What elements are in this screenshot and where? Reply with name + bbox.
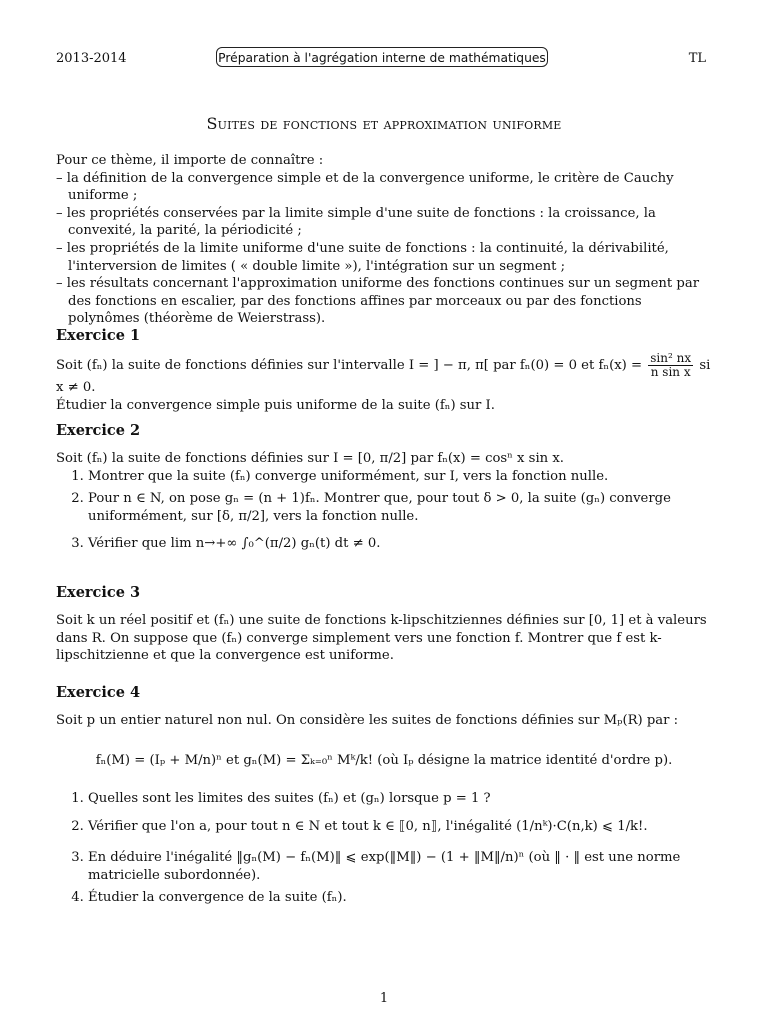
exercise-1-text-b: si x ≠ 0.: [56, 358, 711, 395]
exercise-1-line: [56, 352, 714, 397]
exercise-4-formula: fₙ(M) = (Iₚ + M/n)ⁿ et gₙ(M) = Σₖ₌₀ⁿ Mᵏ/k! (où Iₚ désigne la matrice identité d'ordre p).: [95, 753, 673, 768]
exercise-2-item: 3. Vérifier que lim n→+∞ ∫₀^(π/2) gₙ(t) dt ≠ 0.: [88, 535, 714, 553]
exercise-4-title: Exercice 4: [56, 684, 141, 701]
intro-section: [56, 152, 714, 328]
exercise-2-list: [56, 468, 714, 553]
exercise-1-fraction: [648, 352, 693, 379]
intro-item: – la définition de la convergence simple et de la convergence uniforme, le critère de Cauchy uniforme ;: [56, 170, 674, 204]
page-number: 1: [379, 991, 389, 1006]
fraction-denominator: n sin x: [650, 365, 691, 379]
exercise-2-title: Exercice 2: [56, 422, 141, 439]
exercise-4-body: [56, 790, 714, 912]
exercise-3-body: [56, 612, 714, 665]
intro-item: – les propriétés de la limite uniforme d'une suite de fonctions : la continuité, la dérivabilité, l'interversion de limites ( « double limite »), l'intégration sur un segment ;: [56, 240, 669, 274]
intro-item: – les résultats concernant l'approximation uniforme des fonctions continues sur un segment par des fonctions en escalier, par des fonctions affines par morceaux ou par des fonctions polynômes (théorème de Weierstrass).: [56, 276, 700, 327]
exercise-1-body: [56, 352, 714, 414]
exercise-4-line: Soit p un entier naturel non nul. On considère les suites de fonctions définies sur Mₚ(R) par :: [56, 713, 679, 728]
fraction-numerator: sin² nx: [650, 351, 692, 365]
exercise-2-body: [56, 450, 714, 558]
exercise-1-title: Exercice 1: [56, 327, 141, 344]
exercise-1-text-a: Soit (fₙ) la suite de fonctions définies sur l'intervalle I = ] − π, π[ par fₙ(0) = 0 et fₙ(x) =: [56, 358, 643, 373]
exercise-4-list: [56, 790, 714, 907]
exercise-4-item: 3. En déduire l'inégalité ‖gₙ(M) − fₙ(M)‖ ⩽ exp(‖M‖) − (1 + ‖M‖/n)ⁿ (où ‖ · ‖ est une norme matricielle subordonnée).: [88, 849, 714, 884]
exercise-2-item: 2. Pour n ∈ N, on pose gₙ = (n + 1)fₙ. Montrer que, pour tout δ > 0, la suite (gₙ) converge uniformément, sur [δ, π/2], vers la fonction nulle.: [88, 490, 714, 525]
document-title: Suites de fonctions et approximation uniforme: [206, 114, 562, 133]
header-year: 2013-2014: [56, 51, 127, 66]
header-initials: TL: [688, 51, 706, 66]
exercise-2-item: 1. Montrer que la suite (fₙ) converge uniformément, sur I, vers la fonction nulle.: [88, 468, 714, 486]
exercise-2-intro: Soit (fₙ) la suite de fonctions définies sur I = [0, π/2] par fₙ(x) = cosⁿ x sin x.: [56, 451, 564, 466]
intro-item: – les propriétés conservées par la limite simple d'une suite de fonctions : la croissance, la convexité, la parité, la périodicité ;: [56, 205, 656, 239]
exercise-4-item: 2. Vérifier que l'on a, pour tout n ∈ N et tout k ∈ ⟦0, n⟧, l'inégalité (1/nᵏ)·C(n,k) ⩽ 1/k!.: [88, 818, 714, 836]
exercise-3-text: Soit k un réel positif et (fₙ) une suite de fonctions k-lipschitziennes définies sur [0, 1] et à valeurs dans R. On suppose que (fₙ) converge simplement vers une fonction f. Montrer que f est k-lipschitzienne et que la convergence est uniforme.: [56, 613, 707, 664]
exercise-3-title: Exercice 3: [56, 584, 141, 601]
exercise-4-intro: [56, 712, 714, 730]
intro-lead: Pour ce thème, il importe de connaître :: [56, 153, 324, 168]
header-course-box: Préparation à l'agrégation interne de mathématiques: [216, 47, 548, 67]
exercise-4-item: 1. Quelles sont les limites des suites (fₙ) et (gₙ) lorsque p = 1 ?: [88, 790, 714, 808]
exercise-1-question: Étudier la convergence simple puis uniforme de la suite (fₙ) sur I.: [56, 397, 495, 413]
exercise-4-item: 4. Étudier la convergence de la suite (fₙ).: [88, 889, 714, 907]
